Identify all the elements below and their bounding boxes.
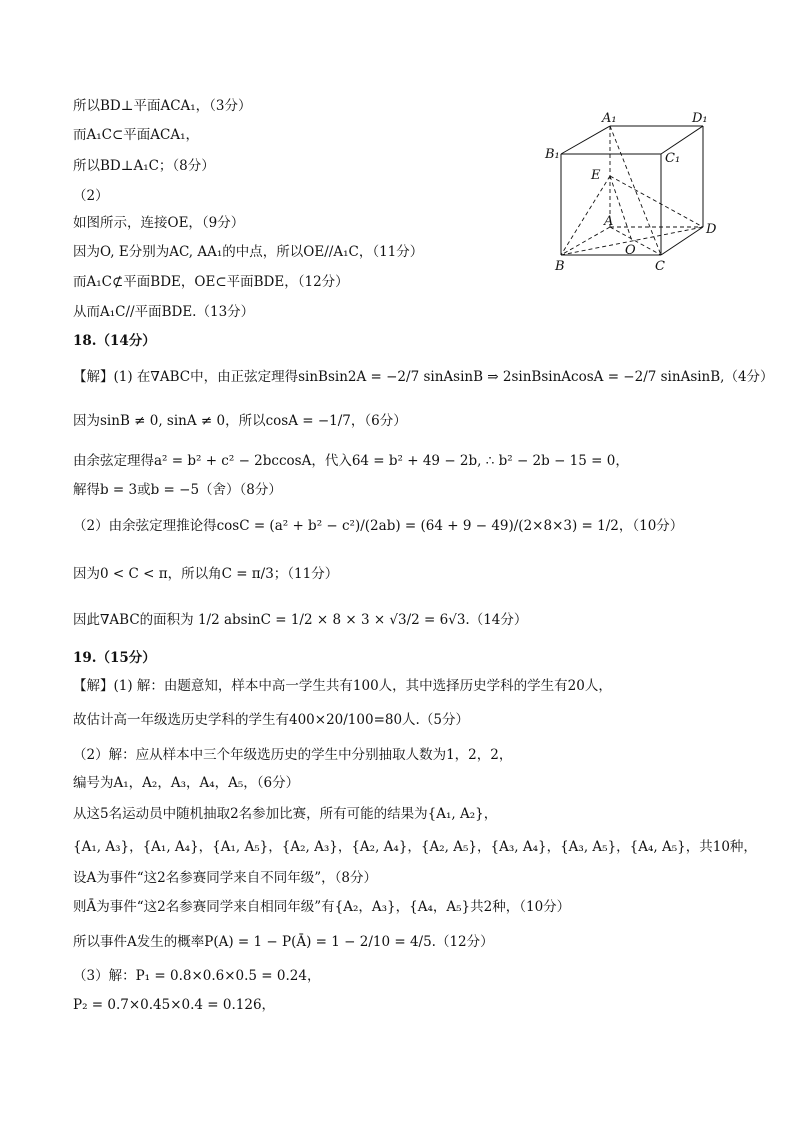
line-20: （2）解：应从样本中三个年级选历史的学生中分别抽取人数为1，2，2， bbox=[73, 747, 513, 763]
line-13: 解得b = 3或b = −5（舍）（8分） bbox=[73, 482, 282, 498]
label-B1: B₁ bbox=[545, 147, 560, 162]
line-03: 所以BD⊥A₁C；（8分） bbox=[73, 158, 215, 174]
line-02: 而A₁C⊂平面ACA₁， bbox=[73, 127, 200, 143]
problem-19-heading: 19.（15分） bbox=[73, 650, 156, 666]
line-28: P₂ = 0.7×0.45×0.4 = 0.126， bbox=[73, 997, 276, 1013]
edge-AB bbox=[561, 227, 610, 255]
line-10: 【解】(1) 在∇ABC中，由正弦定理得sinBsin2A = −2/7 sinAsinB ⇒ 2sinBsinAcosA = −2/7 sinAsinB,（4分） bbox=[73, 369, 774, 385]
line-06: 因为O, E分别为AC, AA₁的中点，所以OE//A₁C，（11分） bbox=[73, 244, 424, 260]
segment-A1C bbox=[610, 126, 661, 255]
line-14: （2）由余弦定理推论得cosC = (a² + b² − c²)/(2ab) = (64 + 9 − 49)/(2×8×3) = 1/2，（10分） bbox=[73, 518, 684, 534]
label-O: O bbox=[625, 243, 636, 258]
label-A1: A₁ bbox=[602, 111, 617, 126]
line-21: 编号为A₁，A₂，A₃，A₄，A₅，（6分） bbox=[73, 775, 300, 791]
problem-18-heading: 18.（14分） bbox=[73, 333, 156, 349]
segment-EB bbox=[561, 176, 610, 255]
label-C1: C₁ bbox=[665, 151, 681, 166]
line-05: 如图所示，连接OE，（9分） bbox=[73, 215, 245, 231]
line-12: 由余弦定理得a² = b² + c² − 2bccosA，代入64 = b² + 49 − 2b, ∴ b² − 2b − 15 = 0， bbox=[73, 453, 629, 469]
line-26: 所以事件A发生的概率P(A) = 1 − P(Ā) = 1 − 2/10 = 4/5.（12分） bbox=[73, 934, 494, 950]
line-01: 所以BD⊥平面ACA₁，（3分） bbox=[73, 98, 252, 114]
line-25: 则Ā为事件“这2名参赛同学来自相同年级”有{A₂，A₃}，{A₄，A₅}共2种，（10分） bbox=[73, 899, 571, 915]
line-16: 因此∇ABC的面积为 1/2 absinC = 1/2 × 8 × 3 × √3/2 = 6√3.（14分） bbox=[73, 612, 528, 628]
line-15: 因为0 < C < π，所以角C = π/3；（11分） bbox=[73, 566, 339, 582]
label-D: D bbox=[706, 222, 717, 237]
label-B: B bbox=[555, 259, 565, 274]
label-D1: D₁ bbox=[692, 111, 708, 126]
line-07: 而A₁C⊄平面BDE，OE⊂平面BDE，（12分） bbox=[73, 274, 349, 290]
edge-A1B1 bbox=[561, 126, 610, 154]
label-A: A bbox=[604, 214, 614, 229]
line-24: 设A为事件“这2名参赛同学来自不同年级”，（8分） bbox=[73, 870, 377, 886]
line-11: 因为sinB ≠ 0, sinA ≠ 0，所以cosA = −1/7，（6分） bbox=[73, 413, 407, 429]
line-22: 从这5名运动员中随机抽取2名参加比赛，所有可能的结果为{A₁, A₂}， bbox=[73, 806, 498, 822]
line-19: 故估计高一年级选历史学科的学生有400×20/100=80人.（5分） bbox=[73, 712, 469, 728]
line-08: 从而A₁C//平面BDE.（13分） bbox=[73, 304, 255, 320]
segment-ED bbox=[610, 176, 703, 227]
line-23: {A₁, A₃}，{A₁, A₄}，{A₁, A₅}，{A₂, A₃}，{A₂, A₄}，{A₂, A₅}，{A₃, A₄}，{A₃, A₅}，{A₄, A₅}，共10种， bbox=[73, 839, 757, 855]
edge-CD bbox=[661, 227, 703, 255]
label-E: E bbox=[591, 168, 601, 183]
line-18: 【解】(1) 解：由题意知，样本中高一学生共有100人，其中选择历史学科的学生有20人， bbox=[73, 678, 612, 694]
cube-diagram bbox=[540, 108, 730, 278]
line-04: （2） bbox=[73, 188, 109, 204]
edge-D1C1 bbox=[661, 126, 703, 154]
line-27: （3）解：P₁ = 0.8×0.6×0.5 = 0.24， bbox=[73, 968, 321, 984]
label-C: C bbox=[655, 259, 665, 274]
